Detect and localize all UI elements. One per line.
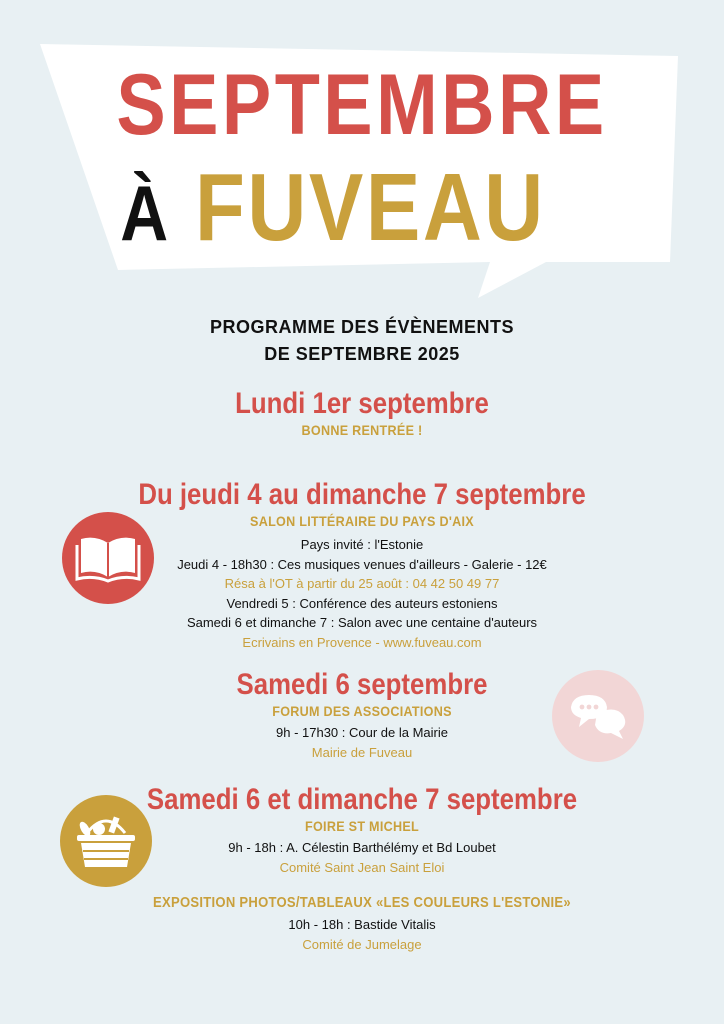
event-subtitle: EXPOSITION PHOTOS/TABLEAUX «LES COULEURS L'ESTONIE» bbox=[153, 895, 571, 911]
title-septembre: SEPTEMBRE bbox=[116, 57, 608, 153]
programme-line1: PROGRAMME DES ÉVÈNEMENTS bbox=[209, 317, 515, 337]
event-date: Samedi 6 et dimanche 7 septembre bbox=[146, 783, 578, 816]
event-date: Samedi 6 septembre bbox=[236, 668, 488, 701]
book-icon bbox=[62, 512, 154, 604]
event-line: Vendredi 5 : Conférence des auteurs estoniens bbox=[226, 595, 498, 611]
event-organizer: Ecrivains en Provence - www.fuveau.com bbox=[242, 634, 482, 650]
event-line: Résa à l'OT à partir du 25 août : 04 42 50 49 77 bbox=[224, 576, 500, 591]
event-subtitle: BONNE RENTRÉE ! bbox=[301, 422, 423, 438]
event-subtitle: SALON LITTÉRAIRE DU PAYS D'AIX bbox=[250, 513, 474, 529]
event-organizer: Mairie de Fuveau bbox=[311, 744, 413, 760]
event-subtitle: FOIRE ST MICHEL bbox=[305, 818, 419, 834]
title-a: À bbox=[120, 169, 169, 257]
event-rentree bbox=[0, 387, 724, 439]
basket-icon bbox=[60, 795, 152, 887]
event-organizer: Comité Saint Jean Saint Eloi bbox=[279, 859, 445, 875]
programme-line2: DE SEPTEMBRE 2025 bbox=[264, 344, 460, 364]
event-line: Samedi 6 et dimanche 7 : Salon avec une centaine d'auteurs bbox=[186, 615, 538, 630]
chat-bubbles-icon bbox=[552, 670, 644, 762]
event-line: 10h - 18h : Bastide Vitalis bbox=[288, 917, 436, 932]
event-organizer: Comité de Jumelage bbox=[302, 936, 422, 952]
title-a-fuveau bbox=[0, 154, 724, 261]
event-line: 9h - 18h : A. Célestin Barthélémy et Bd Loubet bbox=[228, 840, 496, 855]
title-fuveau: FUVEAU bbox=[194, 154, 546, 261]
event-subtitle: FORUM DES ASSOCIATIONS bbox=[272, 703, 452, 719]
event-exposition bbox=[0, 894, 724, 954]
event-line: Pays invité : l'Estonie bbox=[300, 537, 424, 552]
event-date: Lundi 1er septembre bbox=[235, 387, 489, 420]
event-line: Jeudi 4 - 18h30 : Ces musiques venues d'ailleurs - Galerie - 12€ bbox=[177, 556, 547, 572]
event-line: 9h - 17h30 : Cour de la Mairie bbox=[276, 725, 448, 740]
event-date: Du jeudi 4 au dimanche 7 septembre bbox=[138, 478, 586, 511]
programme-heading bbox=[0, 314, 724, 368]
